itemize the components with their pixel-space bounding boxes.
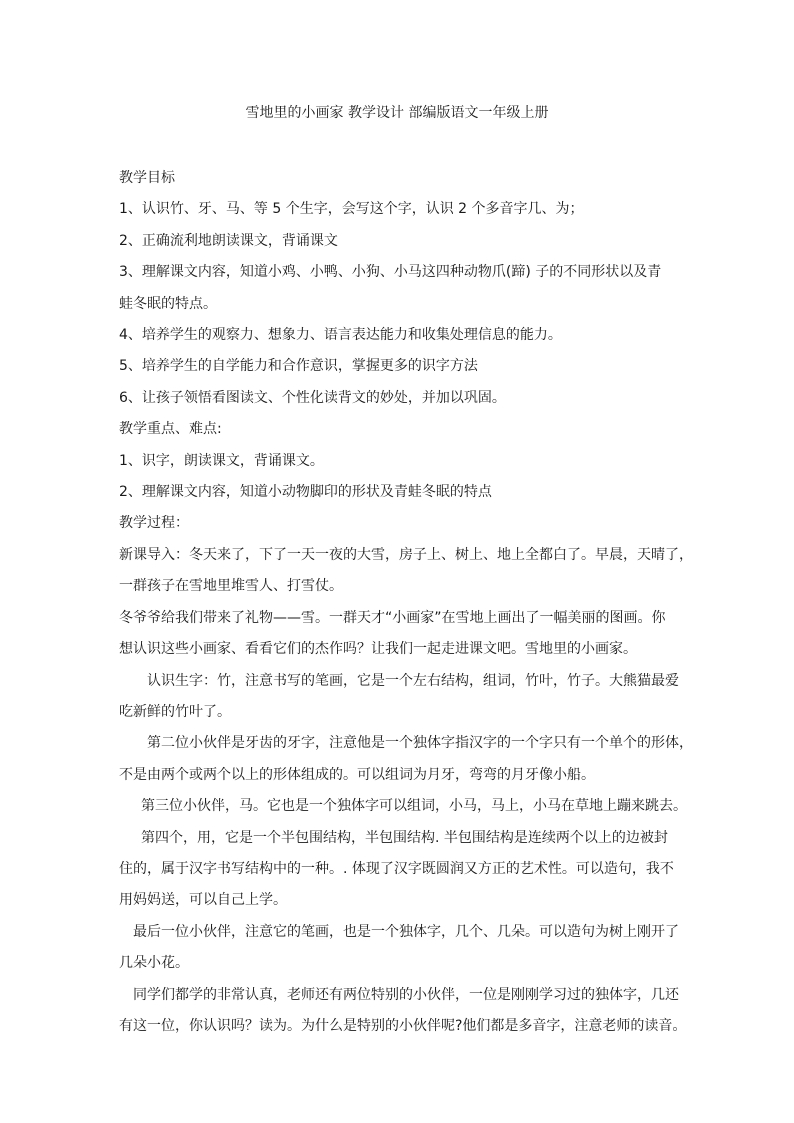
objective-line: 1、认识竹、牙、马、等 5 个生字，会写这个字，认识 2 个多音字几、为； xyxy=(119,201,584,218)
process-line: 一群孩子在雪地里堆雪人、打雪仗。 xyxy=(119,578,343,595)
process-line: 想认识这些小画家、看看它们的杰作吗？让我们一起走进课文吧。雪地里的小画家。 xyxy=(119,641,637,658)
process-line: 住的，属于汉字书写结构中的一种。. 体现了汉字既圆润又方正的艺术性。可以造句，我不 xyxy=(119,860,674,877)
section-heading-objectives: 教学目标 xyxy=(119,170,175,186)
page-title: 雪地里的小画家 教学设计 部编版语文一年级上册 xyxy=(245,105,549,121)
process-line: 冬爷爷给我们带来了礼物——雪。一群天才“小画家”在雪地上画出了一幅美丽的图画。你 xyxy=(119,609,666,626)
key-point-line: 1、识字，朗读课文，背诵课文。 xyxy=(119,452,324,469)
process-line: 不是由两个或两个以上的形体组成的。可以组词为月牙，弯弯的月牙像小船。 xyxy=(119,766,595,783)
section-heading-key-points: 教学重点、难点: xyxy=(119,421,222,438)
objective-line: 2、正确流利地朗读课文，背诵课文 xyxy=(119,232,338,249)
objective-line: 蛙冬眠的特点。 xyxy=(119,295,217,312)
process-line: 几朵小花。 xyxy=(119,955,189,972)
process-line: 认识生字：竹，注意书写的笔画，它是一个左右结构，组词，竹叶，竹子。大熊猫最爱 xyxy=(147,672,679,689)
process-line: 第二位小伙伴是牙齿的牙字，注意他是一个独体字指汉字的一个字只有一个单个的形体， xyxy=(147,735,693,752)
process-line: 同学们都学的非常认真，老师还有两位特别的小伙伴，一位是刚刚学习过的独体字，几还 xyxy=(133,986,679,1003)
process-line: 第三位小伙伴，马。它也是一个独体字可以组词，小马，马上，小马在草地上蹦来跳去。 xyxy=(141,798,687,815)
objective-line: 5、培养学生的自学能力和合作意识，掌握更多的识字方法 xyxy=(119,358,478,375)
document-body xyxy=(119,163,693,1042)
section-heading-process: 教学过程： xyxy=(119,515,189,532)
objective-line: 6、让孩子领悟看图读文、个性化读背文的妙处，并加以巩固。 xyxy=(119,389,506,406)
process-line: 用妈妈送，可以自己上学。 xyxy=(119,892,287,909)
process-line: 最后一位小伙伴，注意它的笔画，也是一个独体字，几个、几朵。可以造句为树上刚开了 xyxy=(133,923,679,940)
process-line: 吃新鲜的竹叶了。 xyxy=(119,703,231,720)
process-line: 新课导入：冬天来了，下了一天一夜的大雪，房子上、树上、地上全都白了。早晨，天晴了， xyxy=(119,546,693,563)
process-line: 第四个，用，它是一个半包围结构，半包围结构. 半包围结构是连续两个以上的边被封 xyxy=(141,829,668,846)
key-point-line: 2、理解课文内容，知道小动物脚印的形状及青蛙冬眠的特点 xyxy=(119,484,492,501)
objective-line: 4、培养学生的观察力、想象力、语言表达能力和收集处理信息的能力。 xyxy=(119,327,562,344)
process-line: 有这一位，你认识吗？读为。为什么是特别的小伙伴呢?他们都是多音字，注意老师的读音。 xyxy=(119,1017,687,1034)
objective-line: 3、理解课文内容，知道小鸡、小鸭、小狗、小马这四种动物爪(蹄) 子的不同形状以及青 xyxy=(119,264,662,281)
